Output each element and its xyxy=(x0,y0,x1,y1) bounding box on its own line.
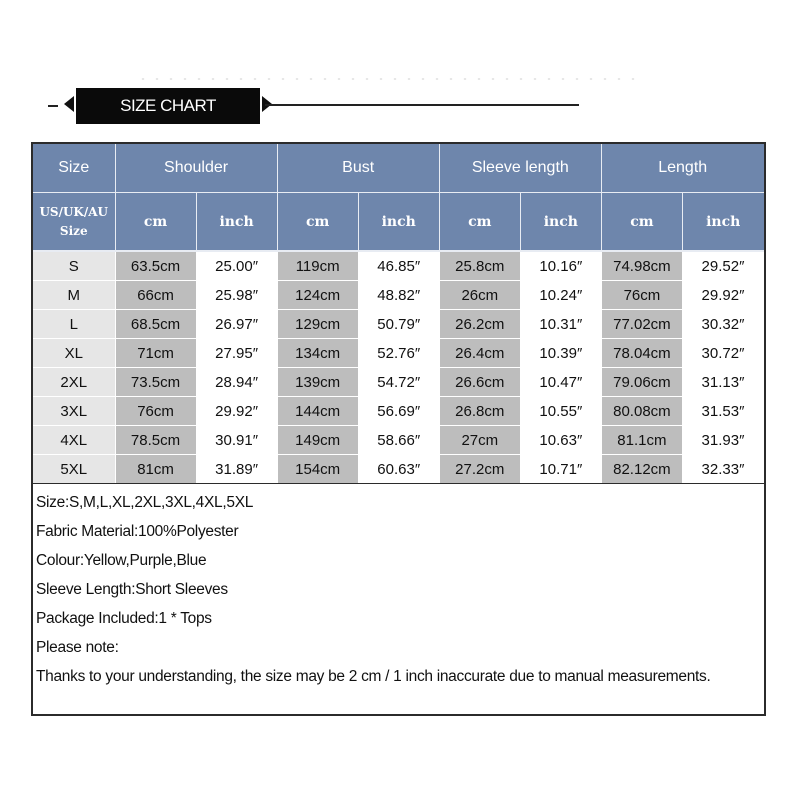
measurement-cell: 10.71″ xyxy=(520,455,601,484)
size-cell: 2XL xyxy=(33,368,115,397)
measurement-cell: 27.95″ xyxy=(196,339,277,368)
measurement-cell: 27cm xyxy=(439,426,520,455)
measurement-cell: 149cm xyxy=(277,426,358,455)
product-notes xyxy=(33,483,764,691)
measurement-cell: 63.5cm xyxy=(115,251,196,281)
measurement-cell: 30.32″ xyxy=(682,310,763,339)
measurement-cell: 71cm xyxy=(115,339,196,368)
measurement-cell: 74.98cm xyxy=(601,251,682,281)
header-sleeve-length: Sleeve length xyxy=(439,144,601,193)
measurement-cell: 26.97″ xyxy=(196,310,277,339)
measurement-cell: 26.2cm xyxy=(439,310,520,339)
measurement-cell: 28.94″ xyxy=(196,368,277,397)
size-caption-line-1: US/UK/AU xyxy=(39,204,109,219)
measurement-cell: 66cm xyxy=(115,281,196,310)
note-line: Size:S,M,L,XL,2XL,3XL,4XL,5XL xyxy=(36,494,254,511)
measurement-cell: 78.04cm xyxy=(601,339,682,368)
measurement-cell: 80.08cm xyxy=(601,397,682,426)
header-size-caption xyxy=(33,193,115,252)
measurement-cell: 30.72″ xyxy=(682,339,763,368)
measurement-cell: 26.4cm xyxy=(439,339,520,368)
note-line: Package Included:1 * Tops xyxy=(36,610,212,627)
measurement-cell: 68.5cm xyxy=(115,310,196,339)
header-size: Size xyxy=(33,144,115,193)
measurement-cell: 10.55″ xyxy=(520,397,601,426)
measurement-cell: 30.91″ xyxy=(196,426,277,455)
size-chart-banner xyxy=(40,86,600,126)
note-line: Please note: xyxy=(36,639,119,656)
note-line: Colour:Yellow,Purple,Blue xyxy=(36,552,207,569)
measurement-cell: 144cm xyxy=(277,397,358,426)
banner-left-notch xyxy=(64,96,74,112)
measurement-cell: 31.53″ xyxy=(682,397,763,426)
table-row xyxy=(33,339,764,368)
table-row xyxy=(33,368,764,397)
header-bust: Bust xyxy=(277,144,439,193)
table-row xyxy=(33,397,764,426)
table-header-row xyxy=(33,144,764,193)
size-chart xyxy=(31,142,766,716)
banner-rule xyxy=(265,104,579,106)
measurement-cell: 54.72″ xyxy=(358,368,439,397)
size-cell: S xyxy=(33,251,115,281)
table-row xyxy=(33,455,764,484)
measurement-cell: 73.5cm xyxy=(115,368,196,397)
measurement-cell: 10.24″ xyxy=(520,281,601,310)
measurement-cell: 154cm xyxy=(277,455,358,484)
size-table-body xyxy=(33,251,764,483)
measurement-cell: 10.31″ xyxy=(520,310,601,339)
measurement-cell: 50.79″ xyxy=(358,310,439,339)
measurement-cell: 10.16″ xyxy=(520,251,601,281)
note-line: Thanks to your understanding, the size may be 2 cm / 1 inch inaccurate due to manual measurements. xyxy=(36,668,711,685)
decorative-dots xyxy=(136,78,636,80)
unit-cm: cm xyxy=(601,193,682,252)
measurement-cell: 25.8cm xyxy=(439,251,520,281)
measurement-cell: 25.98″ xyxy=(196,281,277,310)
measurement-cell: 60.63″ xyxy=(358,455,439,484)
measurement-cell: 29.52″ xyxy=(682,251,763,281)
measurement-cell: 52.76″ xyxy=(358,339,439,368)
measurement-cell: 134cm xyxy=(277,339,358,368)
unit-inch: inch xyxy=(358,193,439,252)
measurement-cell: 119cm xyxy=(277,251,358,281)
size-cell: 5XL xyxy=(33,455,115,484)
size-cell: XL xyxy=(33,339,115,368)
table-row xyxy=(33,426,764,455)
note-line: Sleeve Length:Short Sleeves xyxy=(36,581,228,598)
measurement-cell: 10.47″ xyxy=(520,368,601,397)
measurement-cell: 76cm xyxy=(115,397,196,426)
measurement-cell: 56.69″ xyxy=(358,397,439,426)
measurement-cell: 79.06cm xyxy=(601,368,682,397)
size-table xyxy=(33,144,764,483)
measurement-cell: 25.00″ xyxy=(196,251,277,281)
header-length: Length xyxy=(601,144,763,193)
unit-cm: cm xyxy=(115,193,196,252)
table-row xyxy=(33,251,764,281)
measurement-cell: 82.12cm xyxy=(601,455,682,484)
banner-dash xyxy=(48,105,58,107)
unit-inch: inch xyxy=(682,193,763,252)
measurement-cell: 29.92″ xyxy=(196,397,277,426)
measurement-cell: 77.02cm xyxy=(601,310,682,339)
measurement-cell: 139cm xyxy=(277,368,358,397)
measurement-cell: 10.63″ xyxy=(520,426,601,455)
measurement-cell: 26.8cm xyxy=(439,397,520,426)
measurement-cell: 129cm xyxy=(277,310,358,339)
measurement-cell: 10.39″ xyxy=(520,339,601,368)
header-shoulder: Shoulder xyxy=(115,144,277,193)
table-row xyxy=(33,310,764,339)
table-row xyxy=(33,281,764,310)
measurement-cell: 81.1cm xyxy=(601,426,682,455)
measurement-cell: 31.89″ xyxy=(196,455,277,484)
note-line: Fabric Material:100%Polyester xyxy=(36,523,239,540)
unit-inch: inch xyxy=(520,193,601,252)
measurement-cell: 78.5cm xyxy=(115,426,196,455)
measurement-cell: 58.66″ xyxy=(358,426,439,455)
measurement-cell: 124cm xyxy=(277,281,358,310)
unit-cm: cm xyxy=(277,193,358,252)
measurement-cell: 46.85″ xyxy=(358,251,439,281)
measurement-cell: 81cm xyxy=(115,455,196,484)
measurement-cell: 32.33″ xyxy=(682,455,763,484)
size-cell: L xyxy=(33,310,115,339)
measurement-cell: 76cm xyxy=(601,281,682,310)
banner-title: SIZE CHART xyxy=(76,88,260,124)
measurement-cell: 31.13″ xyxy=(682,368,763,397)
measurement-cell: 26cm xyxy=(439,281,520,310)
unit-cm: cm xyxy=(439,193,520,252)
measurement-cell: 27.2cm xyxy=(439,455,520,484)
size-cell: 4XL xyxy=(33,426,115,455)
size-caption-line-2: Size xyxy=(59,223,88,238)
measurement-cell: 26.6cm xyxy=(439,368,520,397)
measurement-cell: 48.82″ xyxy=(358,281,439,310)
table-unit-row xyxy=(33,193,764,252)
measurement-cell: 31.93″ xyxy=(682,426,763,455)
unit-inch: inch xyxy=(196,193,277,252)
size-cell: 3XL xyxy=(33,397,115,426)
size-cell: M xyxy=(33,281,115,310)
measurement-cell: 29.92″ xyxy=(682,281,763,310)
